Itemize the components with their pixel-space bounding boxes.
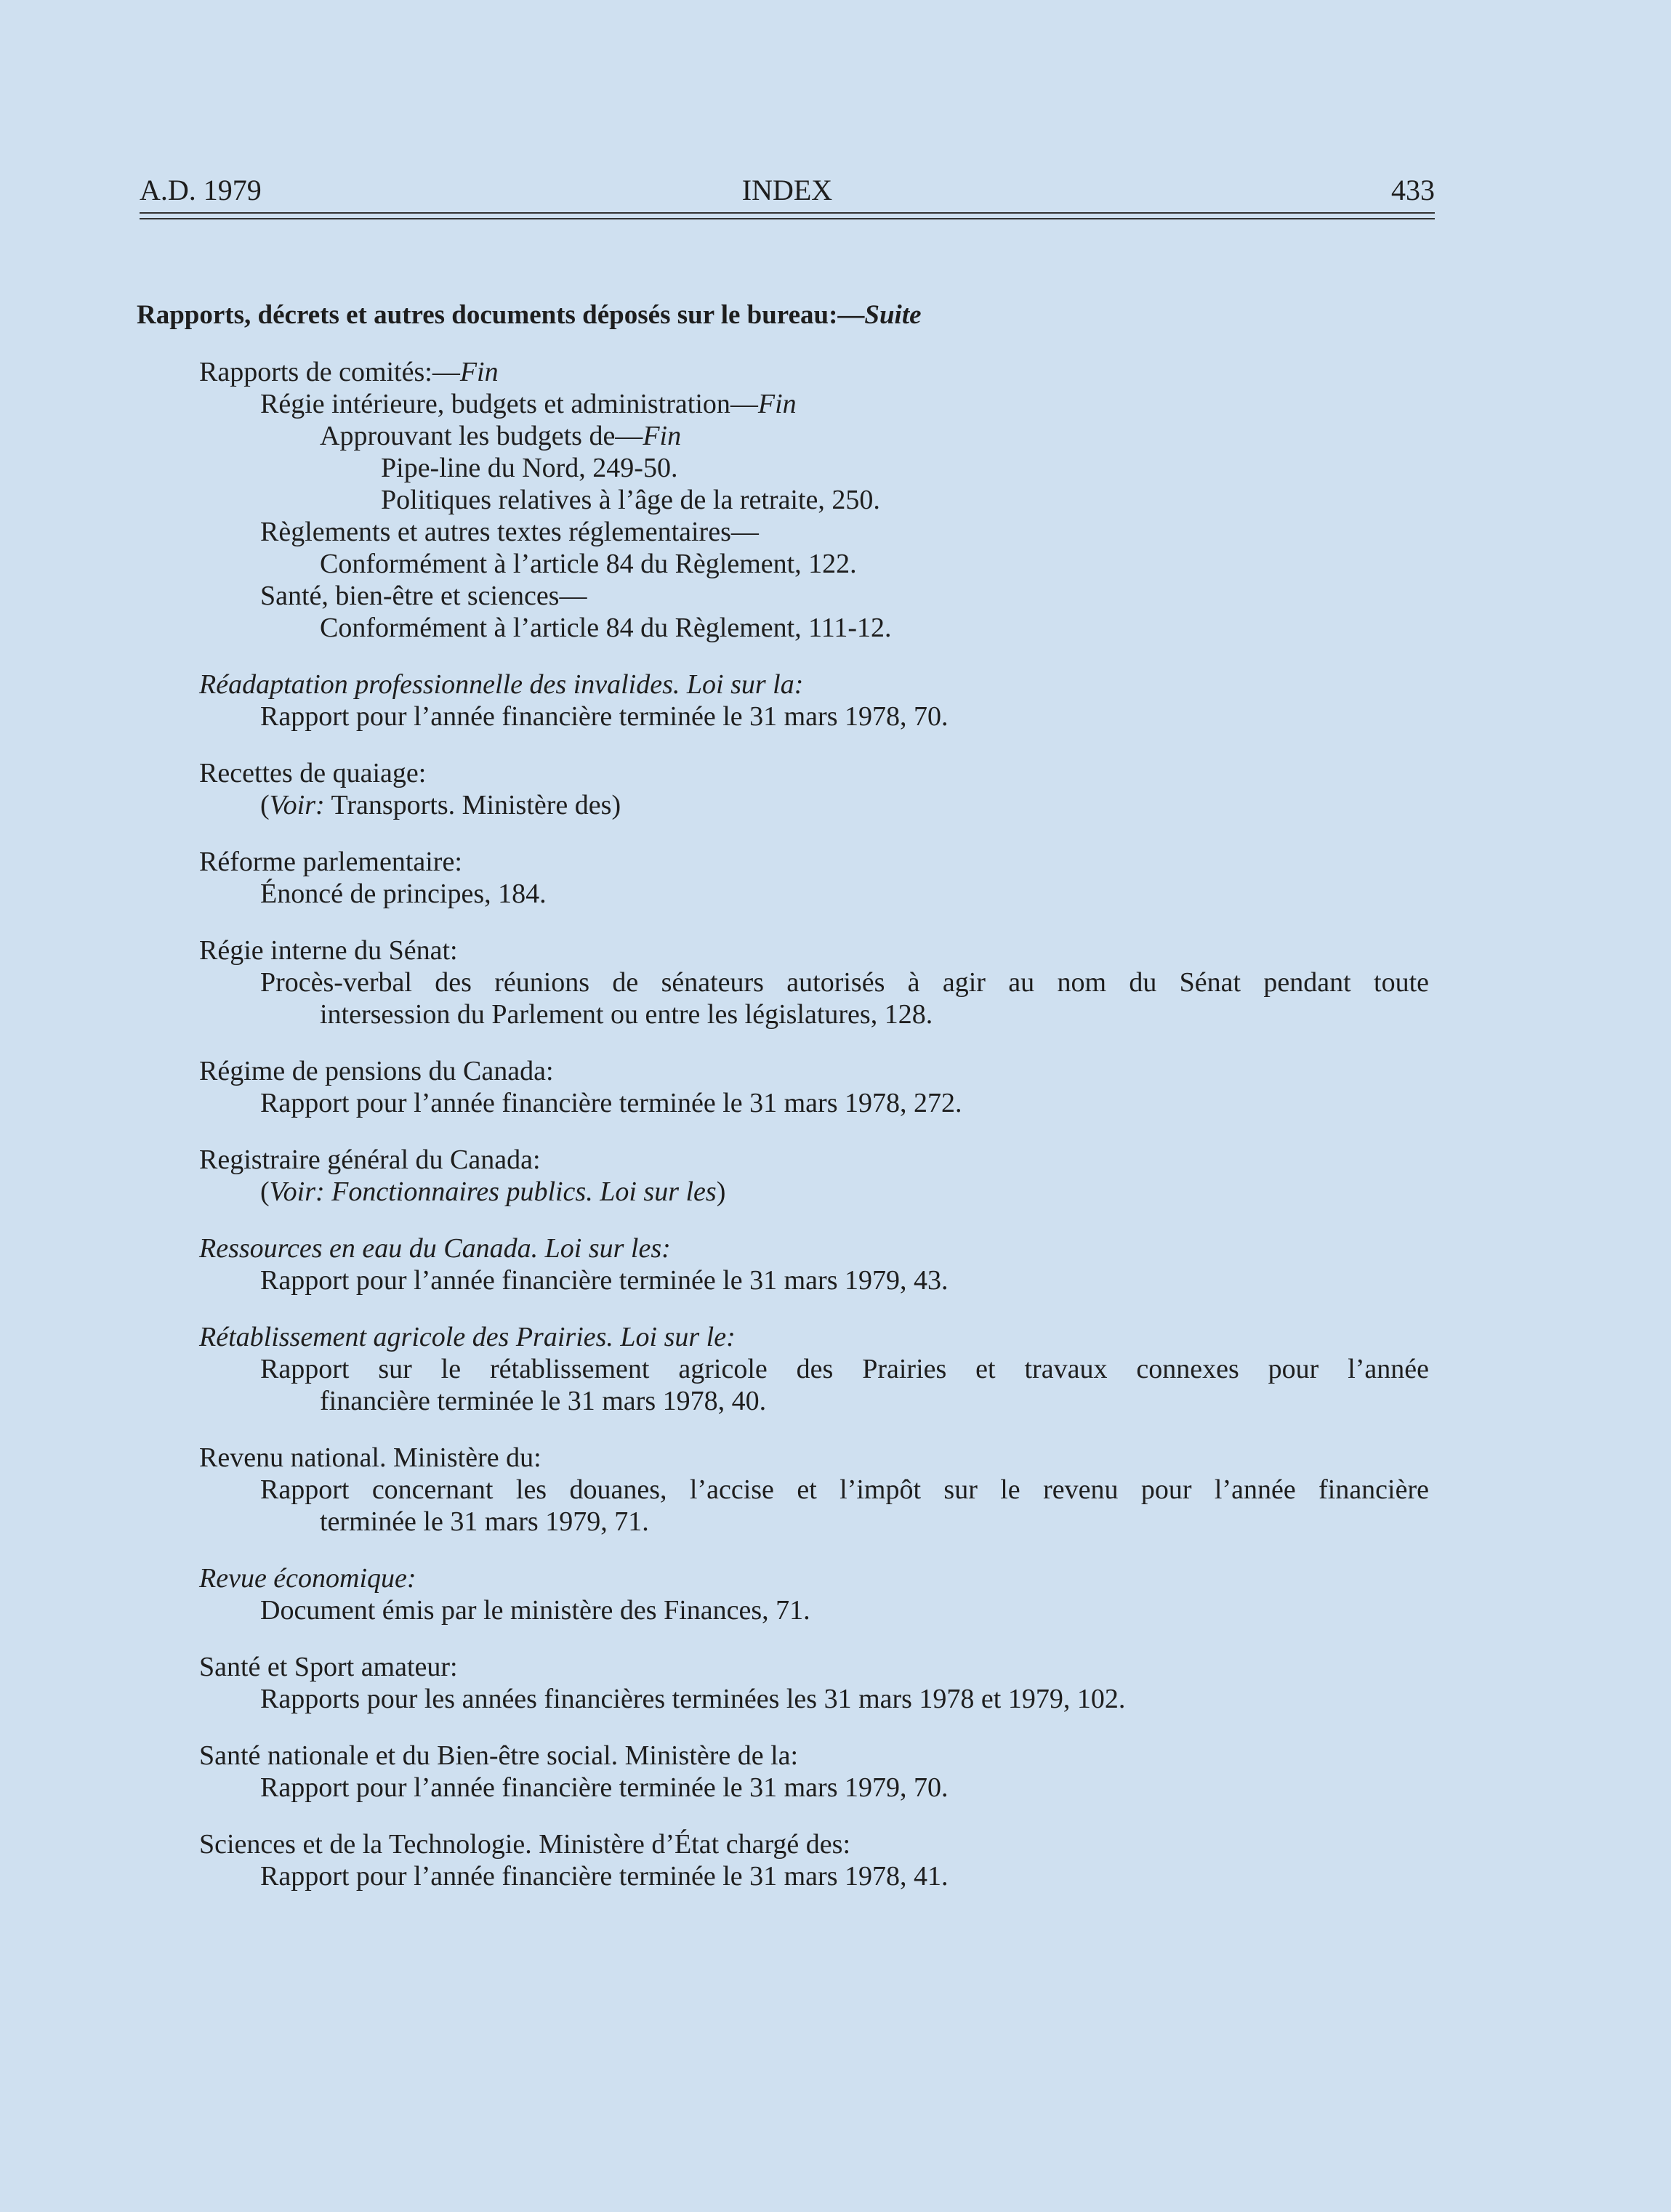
entry-ressources-sub: Rapport pour l’année financière terminée le 31 mars 1979, 43. — [260, 1265, 949, 1296]
entry-retablissement-sub2: financière terminée le 31 mars 1978, 40. — [320, 1386, 767, 1416]
entry-retablissement-sub1: Rapport sur le rétablissement agricole des Prairies et travaux connexes pour l’année — [260, 1354, 1429, 1384]
header-title: INDEX — [741, 174, 833, 206]
entry-sante-bien-etre: Santé, bien-être et sciences— — [260, 581, 587, 611]
entry-regie-interne-sub1: Procès-verbal des réunions de sénateurs autorisés à agir au nom du Sénat pendant toute — [260, 967, 1429, 998]
page-number: 433 — [1391, 174, 1435, 206]
entry-revue-sub: Document émis par le ministère des Finances, 71. — [260, 1595, 810, 1626]
entry-revenu-sub1: Rapport concernant les douanes, l’accise et l’impôt sur le revenu pour l’année financière — [260, 1474, 1429, 1505]
entry-committees: Rapports de comités:—Fin — [199, 357, 499, 387]
entry-retablissement: Rétablissement agricole des Prairies. Loi sur le: — [199, 1322, 736, 1352]
header-rule-bottom — [140, 218, 1435, 219]
entry-readaptation-sub: Rapport pour l’année financière terminée le 31 mars 1978, 70. — [260, 701, 949, 732]
entry-reforme: Réforme parlementaire: — [199, 847, 462, 877]
header-year: A.D. 1979 — [140, 174, 262, 206]
entry-reglements: Règlements et autres textes réglementaires— — [260, 517, 759, 547]
entry-pipeline: Pipe-line du Nord, 249-50. — [381, 453, 678, 483]
entry-ressources: Ressources en eau du Canada. Loi sur les: — [199, 1233, 671, 1264]
entry-reforme-sub: Énoncé de principes, 184. — [260, 879, 547, 909]
entry-sciences-sub: Rapport pour l’année financière terminée le 31 mars 1978, 41. — [260, 1861, 949, 1892]
entry-revenu-sub2: terminée le 31 mars 1979, 71. — [320, 1506, 649, 1537]
entry-politiques: Politiques relatives à l’âge de la retraite, 250. — [381, 485, 880, 515]
entry-sante-nationale-sub: Rapport pour l’année financière terminée le 31 mars 1979, 70. — [260, 1772, 949, 1803]
entry-registraire-sub: (Voir: Fonctionnaires publics. Loi sur les) — [260, 1176, 726, 1207]
entry-sport: Santé et Sport amateur: — [199, 1652, 458, 1682]
entry-sante-nationale: Santé nationale et du Bien-être social. Ministère de la: — [199, 1740, 799, 1771]
entry-recettes: Recettes de quaiage: — [199, 758, 427, 788]
running-head — [140, 173, 1435, 209]
entry-recettes-sub: (Voir: Transports. Ministère des) — [260, 790, 621, 820]
entry-regie-interne: Régie interne du Sénat: — [199, 935, 458, 966]
header-rule-top — [140, 212, 1435, 214]
entry-sante-sub: Conformément à l’article 84 du Règlement, 111-12. — [320, 613, 892, 643]
entry-regime-sub: Rapport pour l’année financière terminée le 31 mars 1978, 272. — [260, 1088, 962, 1118]
entry-sport-sub: Rapports pour les années financières terminées les 31 mars 1978 et 1979, 102. — [260, 1684, 1126, 1714]
entry-reglements-sub: Conformément à l’article 84 du Règlement, 122. — [320, 549, 857, 579]
entry-regie-interieure: Régie intérieure, budgets et administration—Fin — [260, 389, 797, 419]
entry-revenu: Revenu national. Ministère du: — [199, 1442, 541, 1473]
entry-revue: Revue économique: — [199, 1563, 416, 1594]
entry-regime: Régime de pensions du Canada: — [199, 1056, 554, 1086]
entry-sciences: Sciences et de la Technologie. Ministère d’État chargé des: — [199, 1829, 851, 1860]
section-heading: Rapports, décrets et autres documents déposés sur le bureau:—Suite — [137, 300, 922, 330]
entry-readaptation: Réadaptation professionnelle des invalides. Loi sur la: — [199, 669, 804, 700]
entry-registraire: Registraire général du Canada: — [199, 1145, 541, 1175]
entry-regie-interne-sub2: intersession du Parlement ou entre les législatures, 128. — [320, 999, 933, 1030]
entry-approuvant: Approuvant les budgets de—Fin — [320, 421, 682, 451]
